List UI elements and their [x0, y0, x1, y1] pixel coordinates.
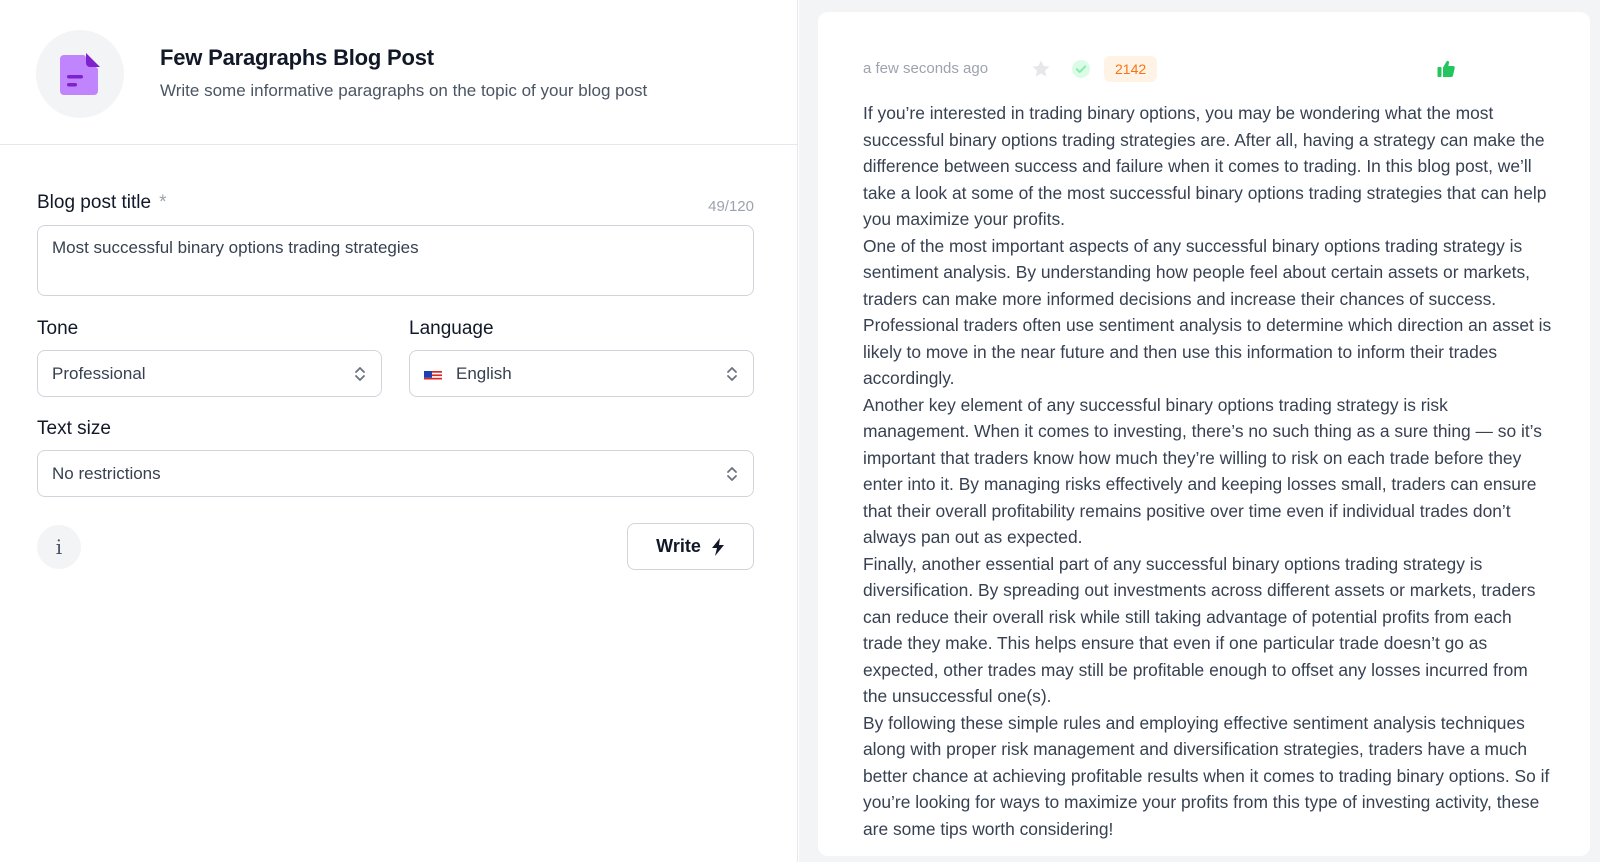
- result-panel: [799, 0, 1600, 862]
- blog-title-label-text: Blog post title: [37, 192, 152, 213]
- char-count: 49/120: [708, 198, 754, 215]
- chevron-up-down-icon: [725, 464, 739, 484]
- tool-subtitle: Write some informative paragraphs on the topic of your blog post: [160, 81, 648, 100]
- tool-header: [0, 0, 798, 145]
- blog-title-input[interactable]: Most successful binary options trading strategies: [37, 225, 754, 296]
- tone-value: Professional: [52, 363, 146, 383]
- word-count-badge: 2142: [1104, 56, 1157, 82]
- result-timestamp: a few seconds ago: [863, 60, 989, 77]
- info-button[interactable]: [37, 525, 81, 569]
- check-circle-icon[interactable]: [1071, 59, 1091, 79]
- us-flag-icon: [424, 368, 442, 380]
- document-icon: [58, 51, 102, 97]
- text-size-label: Text size: [37, 418, 111, 439]
- tool-title: Few Paragraphs Blog Post: [160, 45, 434, 70]
- tone-label: Tone: [37, 318, 79, 339]
- required-marker: *: [159, 192, 167, 213]
- thumbs-up-icon[interactable]: [1436, 59, 1456, 79]
- result-card: [818, 12, 1590, 856]
- star-icon[interactable]: [1031, 59, 1051, 79]
- language-select[interactable]: [409, 350, 754, 397]
- article-paragraph: One of the most important aspects of any successful binary options trading strategy is sentiment analysis. By understanding how people feel about certain assets or markets, traders can make more informed decisions and increase their chances of success. Professional traders often use sentiment analysis to determine which direction an asset is likely to move in the near future and then use this information to inform their trades accordingly.: [863, 235, 1552, 388]
- text-size-select[interactable]: [37, 450, 754, 497]
- write-button[interactable]: [627, 523, 754, 570]
- article-paragraph: If you’re interested in trading binary options, you may be wondering what the most successful binary options trading strategies are. After all, having a strategy can make the difference between success and failure when it comes to trading. In this blog post, we’ll take a look at some of the most successful binary options trading strategies that can help you maximize your profits.: [863, 103, 1547, 229]
- language-value: English: [456, 363, 512, 383]
- language-label: Language: [409, 318, 494, 339]
- generated-article: [863, 100, 1553, 842]
- chevron-up-down-icon: [725, 364, 739, 384]
- tool-avatar: [36, 30, 124, 118]
- text-size-value: No restrictions: [52, 463, 161, 483]
- article-paragraph: By following these simple rules and employing effective sentiment analysis techniques along with proper risk management and diversification strategies, traders have a much better chance at achieving profitable results when it comes to trading binary options. So if you’re looking for ways to maximize your profits from this type of investing activity, these are some tips worth considering!: [863, 712, 1550, 839]
- article-paragraph: Another key element of any successful binary options trading strategy is risk management. When it comes to investing, there’s no such thing as a sure thing — so it’s important that traders know how much they’re willing to risk on each trade before they enter into it. By managing risks effectively and keeping losses small, traders can ensure that their overall profitability remains positive over time even if individual trades don’t always pan out as expected.: [863, 394, 1542, 547]
- form-panel: [0, 0, 798, 862]
- blog-title-label: [37, 192, 166, 214]
- write-button-label: Write: [656, 536, 701, 556]
- info-icon: i: [55, 535, 63, 559]
- result-meta: [863, 56, 1563, 82]
- lightning-icon: [711, 538, 725, 556]
- tone-select[interactable]: [37, 350, 382, 397]
- article-paragraph: Finally, another essential part of any successful binary options trading strategy is diversification. By spreading out investments across different assets or markets, traders can reduce their overall risk while still taking advantage of potential profits from each trade they make. This helps ensure that even if one particular trade doesn’t go as expected, other trades may still be profitable enough to offset any losses incurred from the unsuccessful one(s).: [863, 553, 1536, 706]
- chevron-up-down-icon: [353, 364, 367, 384]
